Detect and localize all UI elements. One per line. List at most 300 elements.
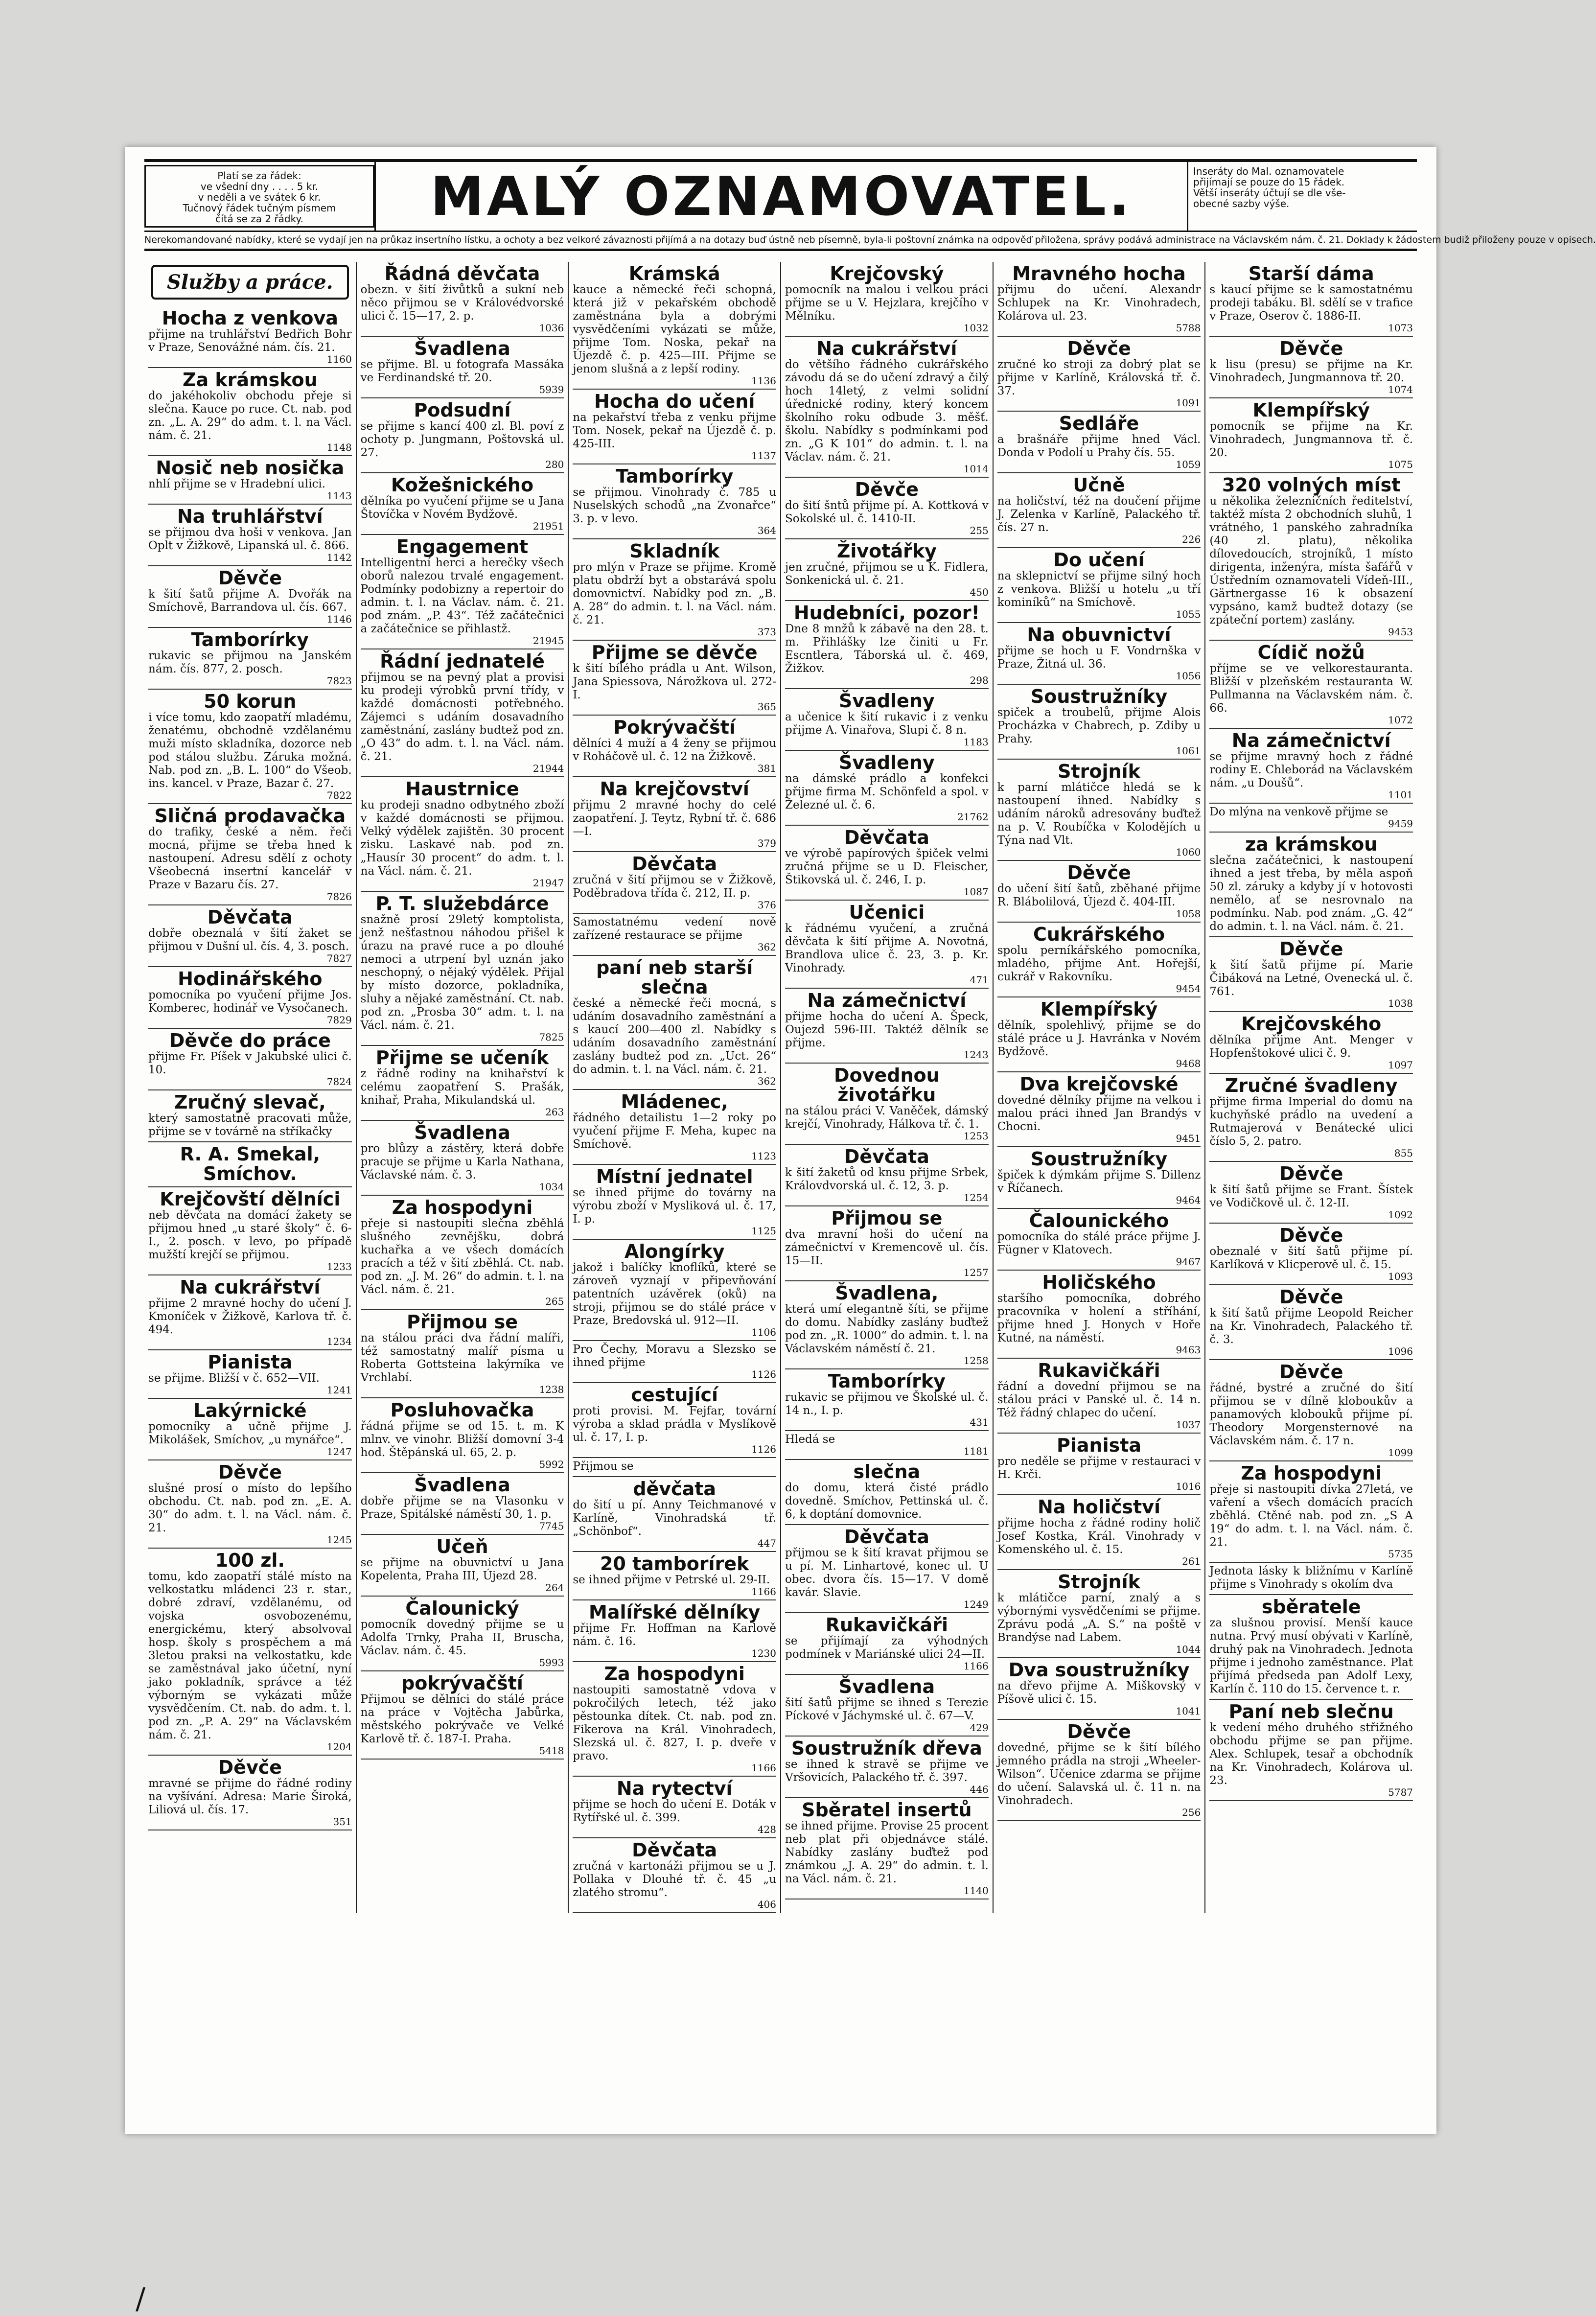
ad-number: 7822 [326,789,352,801]
classified-ad [785,1206,989,1281]
classified-ad [997,1495,1201,1570]
classified-ad [148,1187,352,1275]
ad-number: 7829 [326,1014,352,1026]
ad-number: 1073 [1388,322,1413,334]
classified-ad [1209,262,1413,337]
classified-ad [1209,1700,1413,1801]
ad-number: 471 [970,974,989,986]
scan-mark: / [136,2282,146,2316]
ad-headline: Děvče [218,567,282,589]
ad-headline: 320 volných míst [1222,474,1401,496]
ad-body: přijmou se k šití kravat přijmou se u pí. M. Linhartové, konec ul. U obec. dvora čís. 15—17. V domě kavár. Slavie. [785,1547,989,1599]
ad-column-2 [357,262,569,1913]
ad-headline: slečna [853,1461,921,1482]
ad-number: 5418 [539,1745,564,1757]
ad-number: 1041 [1176,1705,1201,1717]
ad-body: slušné prosí o místo do lepšího obchodu. Ct. nab. pod zn. „E. A. 30“ do adm. t. l. na Václ. nám. č. 21. [148,1482,352,1534]
ad-body: řádní a dovední přijmou se na stálou práci v Panské ul. č. 14 n. Též řádný chlapec do učení. [997,1380,1201,1419]
ad-headline: Hudebníci, pozor! [793,602,980,624]
classified-columns [144,262,1417,1913]
ad-body: k řádnému vyučení, a zručná děvčata k šití přijme A. Novotná, Brandlova ulice č. 23, 3. p. Kr. Vinohrady. [785,922,989,974]
classified-ad [785,901,989,989]
ad-number: 1074 [1388,384,1413,395]
ad-headline: Tamborírky [828,1370,946,1392]
classified-ad [1209,337,1413,398]
classified-ad [997,1720,1201,1821]
ad-headline: Na holičství [1038,1496,1161,1518]
ad-number: 21951 [532,520,564,532]
classified-ad [148,690,352,804]
ad-number: 9464 [1176,1194,1201,1206]
ad-number: 351 [333,1816,352,1828]
ad-body: slečna začátečnici, k nastoupení ihned a jest třeba, by měla aspoň 50 zl. záruky a kdyby jí v hotovosti nemělo, ať se nesrovnalo na podmínku. Nab. pod znám. „G. 42“ do admin. t. l. na Václ. nám. č. 21. [1209,854,1413,933]
classified-ad [148,1142,352,1187]
ad-number: 428 [757,1824,777,1835]
classified-ad [361,337,564,398]
ad-body: řádná přijme se od 15. t. m. K mlnv. ve vinohr. Bližší domovní 3-4 hod. Štěpánská ul. 65, 2. p. [360,1420,564,1459]
ad-body: ve výrobě papírových špiček velmi zručná přijme se u D. Fleischer, Štikovská ul. č. 246, I. p. [785,847,989,886]
ad-number: 5993 [539,1657,564,1668]
ad-headline: Kožešnického [391,474,534,496]
classified-ad [1209,1595,1413,1700]
ad-headline: Čalounický [405,1598,519,1619]
ad-number: 261 [1182,1555,1201,1567]
ad-headline: Mravného hocha [1012,263,1186,284]
ad-headline: Na rytectví [616,1778,733,1799]
classified-ad [573,1777,776,1838]
ad-headline: paní neb starší slečna [596,957,753,998]
ad-headline: Děvčata [632,1839,717,1861]
ad-number: 855 [1394,1147,1413,1159]
classified-ad [573,641,776,716]
classified-ad [361,777,564,892]
ad-headline: Soustružníky [1030,686,1168,707]
ad-number: 1247 [326,1446,352,1458]
classified-ad [573,390,776,464]
ad-body: pomocník na malou i velkou práci přijme se u V. Hejzlara, krejčího v Mělníku. [785,283,989,323]
classified-ad [148,456,352,505]
ad-headline: Učeň [436,1536,488,1557]
classified-ad [148,1350,352,1399]
ad-body: k vedení mého druhého střižného obchodu přijme se pan přijme. Alex. Schlupek, tesař a obchodník na Kr. Vinohradech, Kolárova ul. 23. [1209,1721,1413,1787]
header-right-line: přijímají se pouze do 15 řádek. [1193,176,1345,188]
ad-body: do šití u pí. Anny Teichmanové v Karlíně, Vinohradská tř. „Schönbof“. [573,1499,777,1538]
classified-ad [997,1359,1201,1434]
ad-headline: Na cukrářství [816,338,957,359]
ad-body: k šití žaketů od knsu přijme Srbek, Královdvorská ul. č. 12, 3. p. [785,1166,989,1192]
ad-body: se přijme. Bližší v č. 652—VII. [148,1372,320,1385]
ad-body: který samostatně pracovati může, přijme se v továrně na stříkačky [148,1112,352,1138]
ad-body: k šití šatů přijme Leopold Reicher na Kr. Vinohradech, Palackého tř. č. 3. [1209,1307,1413,1346]
classified-ad [997,760,1201,861]
ad-headline: Děvče [218,1757,282,1778]
ad-body: Dne 8 mnžů k zábavě na den 28. t. m. Přihlášky lze činiti u Fr. Escntlera, Táborská ul. č. 469, Žižkov. [785,623,989,675]
classified-ad [148,566,352,628]
ad-body: k šití šatů přijme pí. Marie Čibáková na Letné, Ovenecká ul. č. 761. [1209,959,1413,998]
ad-body: na dámské prádlo a konfekci přijme firma M. Schönfeld a spol. v Železné ul. č. 6. [785,772,989,811]
ad-number: 1099 [1388,1447,1413,1459]
ad-body: šití šatů přijme se ihned s Terezie Píckové v Jáchymské ul. č. 67—V. [785,1696,989,1722]
ad-number: 1238 [539,1384,564,1395]
classified-ad [1209,1224,1413,1285]
classified-ad [361,262,564,337]
ad-headline: Hodinářského [178,968,323,990]
classified-ad [997,1209,1201,1271]
classified-ad [785,751,989,826]
ad-headline: Klempířský [1252,399,1370,421]
ad-body: jen zručné, přijmou se u K. Fidlera, Sonkenická ul. č. 21. [785,561,989,587]
ad-body: rukavic se přijmou na Janském nám. čís. 877, 2. posch. [148,649,352,675]
classified-ad [361,1398,564,1473]
ad-number: 9454 [1176,983,1201,995]
ad-headline: Děvčata [844,827,929,848]
classified-ad [1209,1074,1413,1162]
ad-headline: Sličná prodavačka [154,805,346,827]
ad-body: Intelligentní herci a herečky všech oborů nalezou trvalé engagement. Podmínky podobizny a repertoir do admin. t. l. na Václav. nám. č. 21. pod znám. „P. 43“. Též začátečnici a začátečnice se přihlastž. [360,556,564,635]
ad-body: jakož i balíčky knoflíků, které se zároveň vyznají v připevňování patentních uzávěrek (oků) na stroji, přijmou se do stálé práce v Praze, Bredovská ul. 912—II. [573,1261,777,1327]
ad-body: Přijmou se [573,1460,634,1473]
ad-headline: Přijmou se [831,1207,943,1229]
ad-body: dovedné, přijme se k šití bílého jemného prádla na stroji „Wheeler-Wilson“. Učenice zdarma se přijme do učení. Salavská ul. č. 11 n. na Vinohradech. [997,1741,1201,1807]
ad-body: Do mlýna na venkově přijme se [1209,806,1388,818]
ad-headline: Engagement [396,536,529,557]
classified-ad [997,1434,1201,1495]
ad-number: 1101 [1388,789,1413,801]
classified-ad [785,1613,989,1675]
ad-headline: Na cukrářství [180,1276,321,1298]
ad-headline: Švadlena, [835,1282,939,1304]
ad-number: 1160 [326,353,352,365]
ad-headline: Děvčata [632,853,717,875]
classified-ad [997,337,1201,412]
classified-ad [997,923,1201,997]
ad-body: na pekařství třeba z venku přijme Tom. Nosek, pekař na Újezdě č. p. 425-III. [573,411,777,450]
classified-ad [1209,937,1413,1012]
ad-number: 365 [757,701,777,713]
ad-headline: Děvče [855,479,919,500]
ad-headline: Starší dáma [1248,263,1374,284]
ad-number: 1253 [963,1130,989,1142]
ad-number: 5735 [1388,1548,1413,1560]
ad-headline: Za hospodyni [392,1197,533,1218]
ad-body: se ihned přijme do továrny na výrobu zboží v Mysliková ul. č. 17, I. p. [573,1186,777,1226]
header-left-line: čítá se za 2 řádky. [215,213,303,225]
ad-number: 7827 [326,952,352,964]
classified-ad [573,914,776,956]
header-left-line: Tučnový řádek tučným písmem [183,202,336,214]
ad-body: pomocníka do stálé práce přijme J. Fügner v Klatovech. [997,1230,1201,1256]
ad-headline: Přijme se děvče [591,642,758,663]
ad-body: zručné ko stroji za dobrý plat se přijme v Karlíně, Královská tř. č. 37. [997,358,1201,397]
ad-body: Hledá se [785,1433,835,1446]
ad-headline: Čalounického [1029,1210,1169,1231]
ad-headline: P. T. služebdárce [375,893,549,914]
ad-number: 1233 [326,1261,352,1273]
ad-headline: Hocha do učení [594,391,755,412]
ad-number: 446 [970,1783,989,1795]
ad-headline: Na krejčovství [600,778,749,800]
ad-number: 226 [1182,533,1201,545]
ad-headline: Za hospodyni [604,1663,745,1685]
ad-headline: Děvče [1279,1225,1343,1246]
classified-ad [1209,473,1413,641]
ad-body: Pro Čechy, Moravu a Slezsko se ihned přijme [573,1343,777,1369]
ad-headline: Lakýrnické [193,1400,307,1421]
classified-ad [573,852,776,914]
ad-headline: Na zámečnictví [1231,730,1391,751]
ad-number: 1166 [751,1762,777,1774]
ad-body: rukavic se přijmou ve Školské ul. č. 14 n., I. p. [785,1391,989,1417]
classified-ad [361,1046,564,1121]
ad-headline: Pokrývačští [613,717,736,738]
classified-ad [573,1240,776,1341]
classified-ad [785,601,989,689]
header-right-line: obecné sazby výše. [1193,198,1290,209]
ad-number: 1014 [963,463,989,475]
ad-headline: Krejčovský [830,263,944,284]
ad-number: 1143 [326,490,352,502]
ad-body: k mlátičce parní, znalý a s výbornými vysvědčeními se přijme. Zprávu podá „A. S.“ na poště v Brandýse nad Labem. [997,1592,1201,1644]
ad-column-1 [144,262,357,1913]
classified-ad [785,1145,989,1206]
classified-ad [1209,1012,1413,1074]
ad-number: 21762 [957,811,989,823]
ad-headline: Pianista [1057,1435,1142,1456]
classified-ad [573,1090,776,1165]
ad-number: 1055 [1176,608,1201,620]
classified-ad [785,989,989,1064]
ad-body: u několika železničních ředitelství, taktéž místa 2 obchodních sluhů, 1 vrátného, 1 panského zahradníka (40 zl. platu), několika dílovedoucích, strojníků, 1 místo dirigenta, inženýra, místa šafářů v Ústředním oznamovateli Vídeň-III., Gärtnergasse 16 k obsazení vypsáno, kamž budtež dotazy (se zpáteční portem) zaslány. [1209,495,1413,626]
ad-number: 1097 [1388,1059,1413,1071]
ad-headline: Krámská [628,263,720,284]
classified-ad [573,1838,776,1913]
ad-number: 9453 [1388,626,1413,638]
ad-number: 263 [545,1106,564,1118]
ad-headline: 20 tamborírek [600,1553,749,1575]
classified-ad [997,1658,1201,1720]
classified-ad [997,623,1201,685]
ad-headline: Mládenec, [621,1091,728,1112]
ad-number: 7824 [326,1076,352,1088]
classified-ad [997,262,1201,337]
ad-body: přijme hocha do učení A. Špeck, Oujezd 596-III. Taktéž dělník se přijme. [785,1010,989,1049]
ad-body: a učenice k šití rukavic i z venku přijme A. Vinařova, Slupi č. 8 n. [785,711,989,737]
classified-ad [573,1552,776,1600]
classified-ad [573,1458,776,1477]
ad-headline: Učenici [849,902,925,923]
ad-body: snažně prosí 29letý komptolista, jenž nešťastnou náhodou přišel k úrazu na pravé ruce a po dlouhé nemoci a utrpení byl uznán jako neschopný, o nějaký výdělek. Přijal by místo dozorce, pokladníka, sluhy a nějaké zaměstnání. Ct. nab. pod zn. „Prosba 30“ adm. t. l. na Václ. nám. č. 21. [360,913,564,1032]
classified-ad [997,1570,1201,1658]
ad-body: přijmou se na pevný plat a provisi ku prodeji výrobků první třídy, v každé domácnosti potřebného. Zájemci s udáním dosavadního zaměstnání, zaslány budtež pod zn. „O 43“ do adm. t. l. na Václ. nám. č. 21. [360,671,564,763]
classified-ad [361,649,564,777]
ad-number: 1093 [1388,1271,1413,1282]
ad-headline: Děvče [1279,1163,1343,1184]
ad-headline: Rukavičkáři [1038,1360,1160,1381]
classified-ad [573,716,776,777]
classified-ad [997,412,1201,473]
ad-headline: Švadleny [839,752,935,773]
ad-body: do učení šití šatů, zběhané přijme R. Blábolilová, Újezd č. 404-III. [997,882,1201,908]
classified-ad [148,628,352,690]
ad-headline: Rukavičkáři [825,1614,948,1636]
ad-headline: Hocha z venkova [162,307,338,329]
classified-ad [785,826,989,901]
classified-ad [148,905,352,967]
ad-number: 1243 [963,1049,989,1061]
ad-body: do domu, která čisté prádlo dovedně. Smíchov, Pettinská ul. č. 6, k doptání domovnice. [785,1482,989,1521]
ad-headline: Životářky [836,540,937,562]
ad-body: do většího řádného cukrářského závodu dá se do učení zdravý a čilý hoch 14letý, z velmi solidní úřednické rodiny, který koncem školního roku odbude 3. měšť. školu. Nabídky s podmínkami pod zn. „G K 101“ do admin. t. l. na Václav. nám. č. 21. [785,358,989,463]
classified-ad [1209,1162,1413,1224]
ad-number: 1137 [751,450,777,462]
ad-body: přijme 2 mravné hochy do učení J. Kmoníček v Žižkově, Karlova tř. č. 494. [148,1297,352,1336]
classified-ad [1209,1461,1413,1563]
ad-number: 1123 [751,1150,777,1162]
classified-ad [361,1671,564,1760]
ad-headline: Řádná děvčata [384,263,540,284]
classified-ad [361,535,564,649]
ad-number: 1136 [751,375,777,387]
ad-number: 1059 [1176,459,1201,470]
ad-number: 5939 [539,384,564,395]
ad-number: 379 [757,837,777,849]
classified-ad [148,1275,352,1350]
ad-body: do jakéhokoliv obchodu přeje si slečna. Kauce po ruce. Ct. nab. pod zn. „L. A. 29“ do adm. t. l. na Václ. nám. č. 21. [148,390,352,442]
section-heading: Služby a práce. [151,265,349,300]
ad-number: 7825 [539,1031,564,1043]
ad-number: 255 [970,525,989,536]
ad-headline: Děvče [1279,1361,1343,1383]
header-right-line: Větší inseráty účtují se dle vše- [1193,187,1346,199]
classified-ad [148,1460,352,1549]
ad-headline: Posluhovačka [390,1399,534,1421]
ad-body: nastoupiti samostatně vdova v pokročilých letech, též jako pěstounka dítek. Ct. nab. pod zn. Fikerova na Král. Vinohradech, Slezská ul. č. 827, I. p. dveře v pravo. [573,1684,777,1762]
ad-number: 362 [757,941,777,953]
ad-headline: Švadlena [838,1676,935,1697]
ad-number: 1254 [963,1192,989,1204]
classified-ad [785,1064,989,1145]
pricing-box [144,165,374,228]
classified-ad [1209,1360,1413,1461]
ad-body: přijme Fr. Píšek v Jakubské ulici č. 10. [148,1050,352,1076]
ad-number: 1037 [1176,1419,1201,1431]
ad-number: 298 [970,674,989,686]
ad-headline: Dva krejčovské [1019,1073,1179,1095]
ad-headline: sběratele [1261,1596,1361,1618]
ad-headline: 100 zl. [215,1550,285,1571]
ad-headline: Děvče [1067,1721,1131,1742]
ad-body: ku prodeji snadno odbytného zboží v každé domácnosti se přijmou. Velký výdělek zajištěn. 30 procent zisku. Laskavé nab. pod zn. „Hausír 30 procent“ do adm. t. l. na Václ. nám. č. 21. [360,799,564,878]
classified-ad [1209,833,1413,937]
ad-headline: Děvčata [207,906,293,928]
ad-body: dobře obeznalá v šití žaket se přijmou v Dušní ul. čís. 4, 3. posch. [148,927,352,953]
ad-number: 1245 [326,1534,352,1546]
classified-ad [361,1196,564,1310]
ad-number: 7826 [326,891,352,903]
classified-ad [573,1383,776,1458]
ad-number: 1148 [326,441,352,453]
ad-body: se ihned přijme. Provise 25 procent neb plat při objednávce stálé. Nabídky zaslány buďtež pod známkou „J. A. 29“ do admin. t. l. na Václ. nám. č. 21. [785,1820,989,1885]
ad-body: spolu perníkářského pomocníka, mladého, přijme Ant. Hořejší, cukrář v Rakovníku. [997,944,1201,983]
ad-number: 373 [757,626,777,638]
ad-body: k šití šatů přijme A. Dvořák na Smíchově, Barrandova ul. čís. 667. [148,588,352,614]
classified-ad [785,337,989,478]
classified-ad [1209,641,1413,729]
ad-body: dělníci 4 muží a 4 ženy se přijmou v Roháčově ul. č. 12 na Žižkově. [573,737,777,763]
ad-headline: Strojník [1058,1571,1140,1593]
classified-ad [148,368,352,456]
ad-headline: Podsudní [414,399,511,421]
masthead-bar [144,159,1417,232]
ad-body: dovedné dělníky přijme na velkou i malou práci ihned Jan Brandýs v Chocni. [997,1094,1201,1133]
ad-number: 1249 [963,1598,989,1610]
ad-headline: Švadlena [414,1474,510,1496]
ad-body: přijmu do učení. Alexandr Schlupek na Kr. Vinohradech, Kolárova ul. 23. [997,283,1201,323]
ad-number: 5787 [1388,1786,1413,1798]
ad-body: špiček k dýmkám přijme S. Dillenz v Říčanech. [997,1169,1201,1195]
ad-headline: Krejčovského [1241,1013,1382,1035]
ad-number: 381 [757,763,777,774]
ad-body: kauce a německé řeči schopná, která již v pekařském obchodě zaměstnána byla a dobrými vysvědčeními vykázati se může, přijme Tom. Noska, pekař na Újezdě č. p. 425—III. Přijme se jenom slušná a z lepší rodiny. [573,283,777,375]
page-content [144,159,1596,1913]
classified-ad [148,1029,352,1090]
newspaper-page [125,147,1596,2316]
ad-headline: Děvče [1067,862,1131,883]
ad-body: dělníka přijme Ant. Menger v Hopfenštokové ulici č. 9. [1209,1034,1413,1060]
ad-number: 1075 [1388,459,1413,470]
ad-body: i více tomu, kdo zaopatří mladému, ženatému, obchodně vzdělanému muži místo skladníka, dozorce neb pod stálou službu. Záruka možná. Nab. pod zn. „B. L. 100“ do Všeob. ins. kancel. v Praze, Bazar č. 27. [148,711,352,790]
ad-body: pomocník se přijme na Kr. Vinohradech, Jungmannova tř. č. 20. [1209,420,1413,459]
page-title: MALÝ OZNAMOVATEL. [374,162,1187,231]
classified-ad [785,478,989,539]
ad-body: k lisu (presu) se přijme na Kr. Vinohradech, Jungmannova tř. 20. [1209,358,1413,384]
ad-body: příjme se ve velkorestauranta. Bližší v plzeňském restauranta W. Pullmanna na Václavském nám. č. 66. [1209,662,1413,715]
ad-number: 1061 [1176,745,1201,757]
ad-headline: Na obuvnictví [1027,624,1171,646]
classified-ad [997,1271,1201,1359]
ad-number: 9467 [1176,1256,1201,1268]
ad-column-6 [1205,262,1417,1913]
classified-ad [573,464,776,539]
ad-number: 1032 [963,322,989,334]
classified-ad [361,398,564,473]
ad-body: k šití šatů přijme se Frant. Šístek ve Vodičkově ul. č. 12-II. [1209,1183,1413,1209]
ad-headline: za krámskou [1245,834,1378,855]
ad-body: na stálou práci V. Vaněček, dámský krejčí, Vinohrady, Hálkova tř. č. 1. [785,1105,989,1131]
ad-headline: Cukrářského [1033,924,1165,945]
ad-headline: Klempířský [1040,998,1158,1020]
ad-body: přijme firma Imperial do domu na kuchyňské prádlo na uvedení a Rutmajerová v Benátecké ulici číslo 5, 2. patro. [1209,1095,1413,1148]
ad-number: 447 [757,1537,777,1549]
ad-headline: Holičského [1042,1272,1156,1293]
ad-number: 21947 [532,877,564,889]
ad-body: na dřevo přijme A. Miškovský v Píšově ulici č. 15. [997,1680,1201,1706]
ad-body: se přijmou. Vinohrady č. 785 u Nuselských schodů „na Zvonařce“ 3. p. v levo. [573,486,777,525]
ad-number: 1056 [1176,670,1201,682]
ad-number: 1058 [1176,908,1201,920]
ad-headline: Krejčovští dělníci [160,1188,341,1210]
ad-number: 376 [757,899,777,911]
ad-body: české a německé řeči mocná, s udáním dosavadního zaměstnání a s kaucí 200—400 zl. Nabídky s udáním dosavadního zaměstnání zaslány budtež pod zn. „Uct. 26“ do admin. t. l. na Václ. nám. č. 21. [573,997,777,1076]
ad-number: 9463 [1176,1344,1201,1356]
ad-body: pomocníky a učně přijme J. Mikolášek, Smíchov, „u mynářce“. [148,1420,352,1446]
ad-headline: Soustružníky [1030,1148,1168,1170]
classified-ad [785,1460,989,1525]
ad-body: přijme hocha z řádné rodiny holič Josef Kostka, Král. Vinohrady v Komenského ul. č. 15. [997,1517,1201,1556]
ad-headline: Strojník [1058,761,1140,782]
ad-headline: Dovednou životářku [834,1065,940,1106]
classified-ad [1209,1285,1413,1360]
